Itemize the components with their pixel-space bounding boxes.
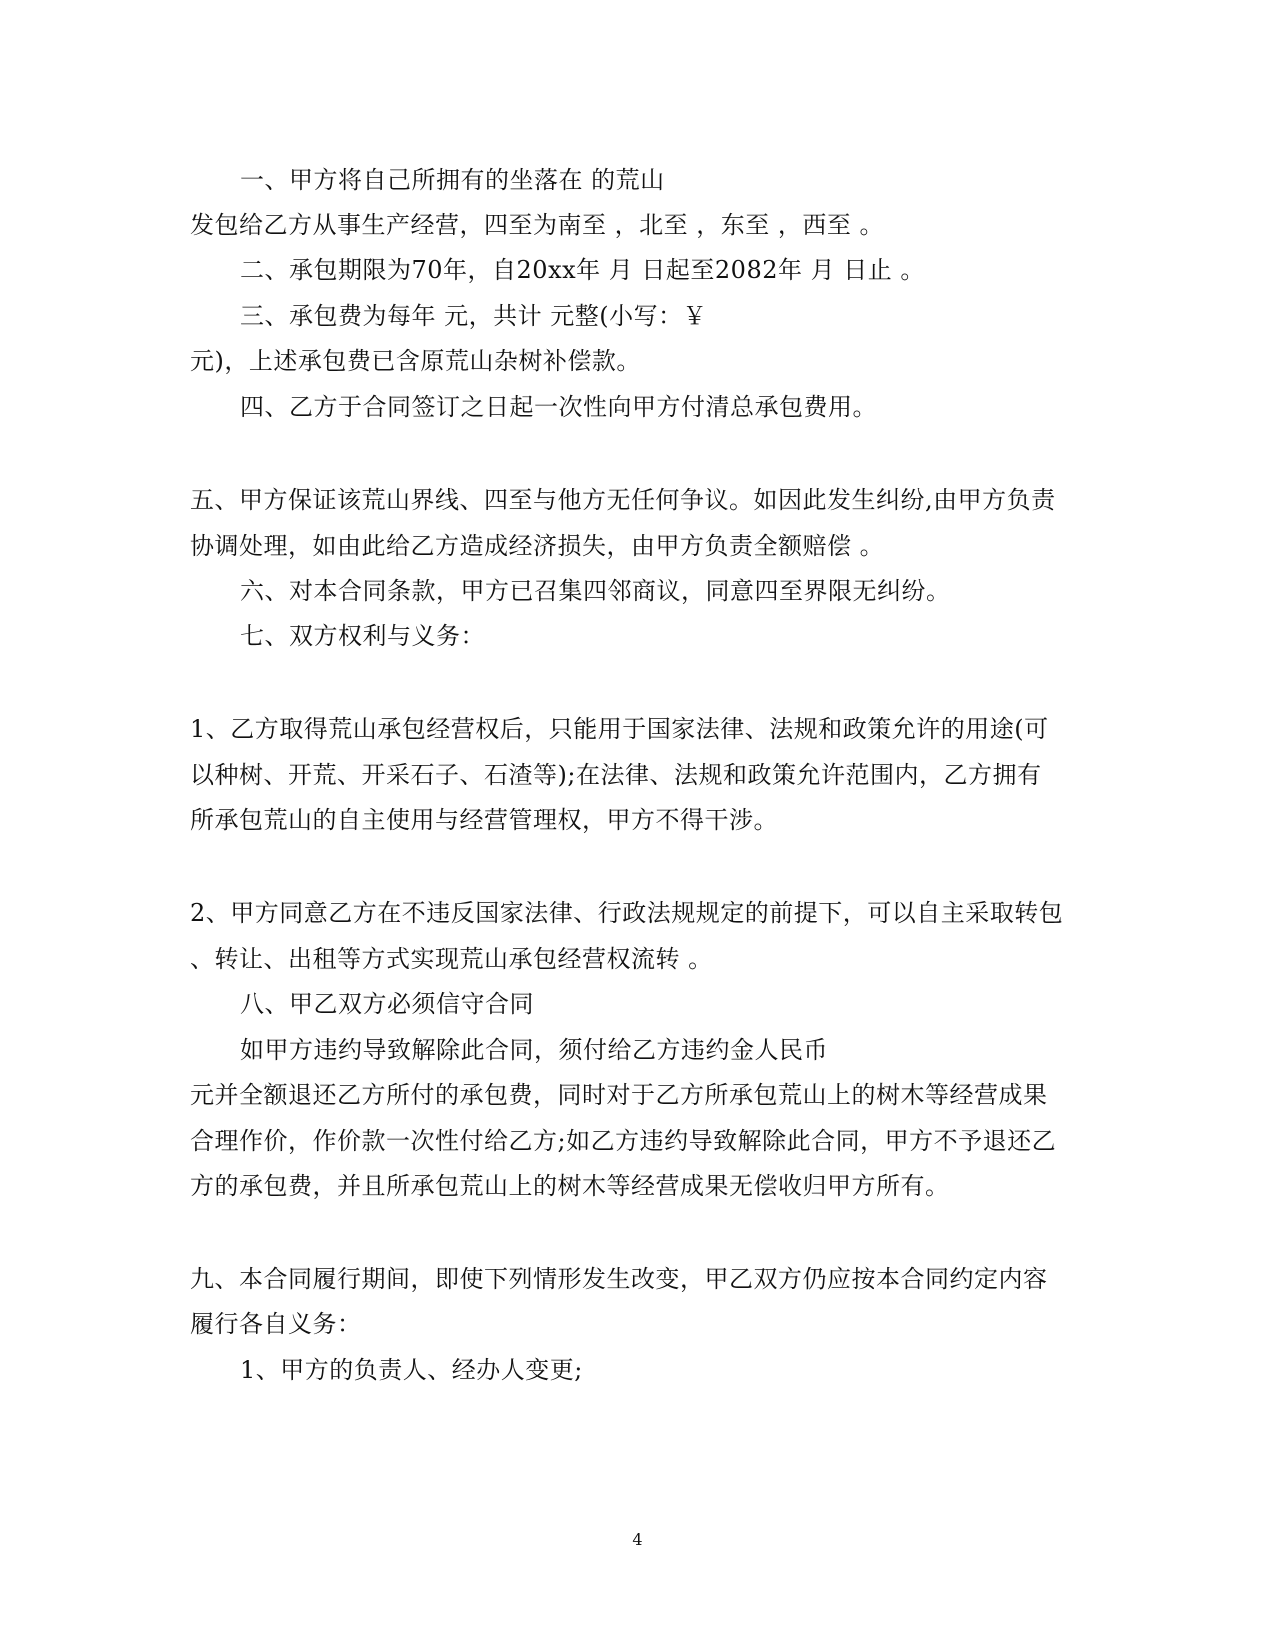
clause-8-line-1: 如甲方违约导致解除此合同，须付给乙方违约金人民币	[240, 1036, 828, 1064]
clause-5-line-1: 五、甲方保证该荒山界线、四至与他方无任何争议。如因此发生纠纷,由甲方负责	[190, 486, 1056, 514]
clause-1-line-2: 发包给乙方从事生产经营，四至为南至 ，北至 ，东至 ，西至 。	[190, 211, 885, 239]
clause-8-line-3: 合理作价，作价款一次性付给乙方;如乙方违约导致解除此合同，甲方不予退还乙	[190, 1127, 1057, 1155]
clause-7-heading: 七、双方权利与义务：	[240, 622, 485, 650]
clause-7-item-1-line-2: 以种树、开荒、开采石子、石渣等);在法律、法规和政策允许范围内，乙方拥有	[190, 761, 1042, 789]
clause-7-item-1-line-1: 1、乙方取得荒山承包经营权后，只能用于国家法律、法规和政策允许的用途(可	[190, 715, 1049, 743]
clause-3-line-1: 三、承包费为每年 元，共计 元整(小写：￥	[240, 302, 708, 330]
clause-8-line-4: 方的承包费，并且所承包荒山上的树木等经营成果无偿收归甲方所有。	[190, 1172, 950, 1200]
clause-7-item-1-line-3: 所承包荒山的自主使用与经营管理权，甲方不得干涉。	[190, 806, 778, 834]
clause-9-item-1: 1、甲方的负责人、经办人变更;	[240, 1356, 583, 1384]
clause-1-line-1: 一、甲方将自己所拥有的坐落在 的荒山	[240, 166, 665, 194]
clause-9-line-2: 履行各自义务：	[190, 1310, 362, 1338]
clause-7-item-2-line-2: 、转让、出租等方式实现荒山承包经营权流转 。	[190, 945, 713, 973]
clause-9-line-1: 九、本合同履行期间，即使下列情形发生改变，甲乙双方仍应按本合同约定内容	[190, 1265, 1048, 1293]
clause-8-line-2: 元并全额退还乙方所付的承包费，同时对于乙方所承包荒山上的树木等经营成果	[190, 1081, 1048, 1109]
clause-8-heading: 八、甲乙双方必须信守合同	[240, 990, 534, 1018]
clause-7-item-2-line-1: 2、甲方同意乙方在不违反国家法律、行政法规规定的前提下，可以自主采取转包	[190, 899, 1064, 927]
clause-4: 四、乙方于合同签订之日起一次性向甲方付清总承包费用。	[240, 393, 877, 421]
clause-6: 六、对本合同条款，甲方已召集四邻商议，同意四至界限无纠纷。	[240, 577, 951, 605]
clause-2: 二、承包期限为70年，自20xx年 月 日起至2082年 月 日止 。	[240, 256, 925, 284]
clause-3-line-2: 元)，上述承包费已含原荒山杂树补偿款。	[190, 347, 641, 375]
clause-5-line-2: 协调处理，如由此给乙方造成经济损失，由甲方负责全额赔偿 。	[190, 532, 885, 560]
page-number: 4	[632, 1530, 643, 1549]
